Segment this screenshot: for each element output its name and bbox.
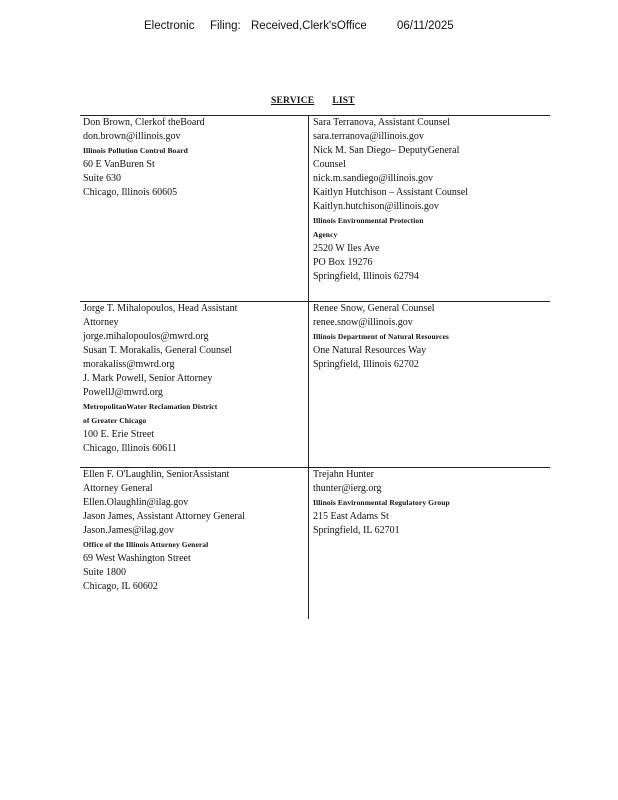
entry-line: Kaitlyn Hutchison – Assistant Counsel	[313, 187, 468, 198]
entry-email-link[interactable]: thunter@ierg.org	[313, 483, 382, 494]
entry-address-line: 215 East Adams St	[313, 511, 389, 522]
entry-email-link[interactable]: Kaitlyn.hutchison@illinois.gov	[313, 201, 439, 212]
entry-line: Susan T. Morakalis, General Counsel	[83, 345, 233, 356]
title-word-service: SERVICE	[271, 96, 315, 106]
filing-header	[0, 20, 618, 36]
header-filing: Filing:	[210, 20, 241, 32]
entry-email-link[interactable]: morakaliss@mwrd.org	[83, 359, 175, 370]
entry-address-line: 60 E VanBuren St	[83, 159, 155, 170]
entry-line: Nick M. San Diego– DeputyGeneral	[313, 145, 460, 156]
entry-email-link[interactable]: don.brown@illinois.gov	[83, 131, 181, 142]
entry-address-line: Springfield, IL 62701	[313, 525, 400, 536]
service-entry-mwrd	[83, 302, 283, 456]
entry-email-link[interactable]: sara.terranova@illinois.gov	[313, 131, 424, 142]
entry-line: Counsel	[313, 159, 346, 170]
entry-email-link[interactable]: PowellJ@mwrd.org	[83, 387, 163, 398]
header-received: Received,Clerk'sOffice	[251, 20, 367, 32]
entry-organization: Office of the Illinois Attorney General	[83, 540, 209, 549]
entry-address-line: One Natural Resources Way	[313, 345, 427, 356]
service-entry-attorney-general	[83, 468, 283, 594]
entry-line: Attorney	[83, 317, 119, 328]
entry-line: J. Mark Powell, Senior Attorney	[83, 373, 213, 384]
service-entry-pollution-control-board	[83, 116, 279, 200]
entry-line: Jason James, Assistant Attorney General	[83, 511, 245, 522]
entry-line: Attorney General	[83, 483, 153, 494]
entry-address-line: 100 E. Erie Street	[83, 429, 155, 440]
entry-organization: Agency	[313, 230, 338, 239]
table-rule-divider	[308, 116, 309, 619]
service-entry-ierg	[313, 468, 523, 538]
entry-address-line: Springfield, Illinois 62794	[313, 271, 419, 282]
entry-organization: Illinois Pollution Control Board	[83, 146, 188, 155]
entry-address-line: Suite 630	[83, 173, 122, 184]
service-entry-illinois-epa	[313, 116, 523, 284]
entry-email-link[interactable]: jorge.mihalopoulos@mwrd.org	[83, 331, 209, 342]
entry-organization: MetropolitanWater Reclamation District	[83, 402, 218, 411]
entry-organization: Illinois Department of Natural Resources	[313, 332, 449, 341]
header-electronic: Electronic	[144, 20, 195, 32]
entry-email-link[interactable]: nick.m.sandiego@illinois.gov	[313, 173, 434, 184]
entry-address-line: Chicago, Illinois 60605	[83, 187, 178, 198]
entry-line: Sara Terranova, Assistant Counsel	[313, 117, 450, 128]
entry-line: Renee Snow, General Counsel	[313, 303, 435, 314]
entry-organization: Illinois Environmental Regulatory Group	[313, 498, 450, 507]
entry-address-line: Suite 1800	[83, 567, 127, 578]
entry-organization: of Greater Chicago	[83, 416, 147, 425]
entry-address-line: 2520 W Iles Ave	[313, 243, 380, 254]
service-list-title	[271, 96, 355, 106]
title-word-list: LIST	[332, 96, 355, 106]
entry-email-link[interactable]: renee.snow@illinois.gov	[313, 317, 413, 328]
entry-line: Ellen F. O'Laughlin, SeniorAssistant	[83, 469, 230, 480]
entry-line: Don Brown, Clerkof theBoard	[83, 117, 205, 128]
entry-address-line: 69 West Washington Street	[83, 553, 191, 564]
entry-organization: Illinois Environmental Protection	[313, 216, 424, 225]
entry-line: Jorge T. Mihalopoulos, Head Assistant	[83, 303, 238, 314]
entry-address-line: Springfield, Illinois 62702	[313, 359, 419, 370]
entry-address-line: Chicago, IL 60602	[83, 581, 158, 592]
entry-email-link[interactable]: Jason.James@ilag.gov	[83, 525, 174, 536]
header-date: 06/11/2025	[397, 20, 454, 32]
service-entry-idnr	[313, 302, 513, 372]
entry-address-line: Chicago, Illinois 60611	[83, 443, 177, 454]
entry-address-line: PO Box 19276	[313, 257, 373, 268]
entry-line: Trejahn Hunter	[313, 469, 375, 480]
entry-email-link[interactable]: Ellen.Olaughlin@ilag.gov	[83, 497, 189, 508]
